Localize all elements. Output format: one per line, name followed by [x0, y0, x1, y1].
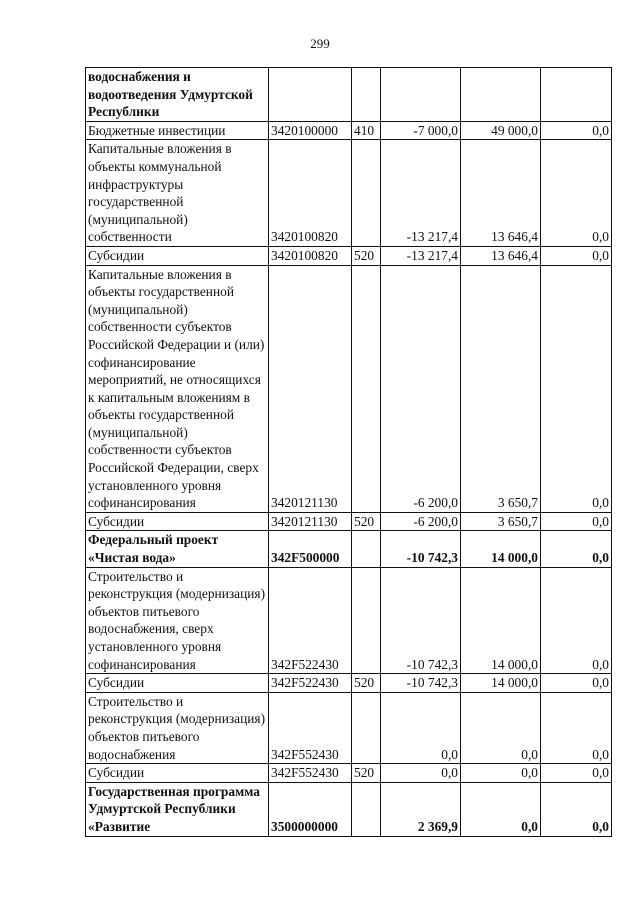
- expense-type-code-cell: 520: [352, 246, 381, 265]
- target-article-code-cell: 3420100000: [269, 121, 352, 140]
- amount-following-year-cell: 0,0: [541, 265, 612, 512]
- amount-change-cell: -13 217,4: [381, 246, 461, 265]
- amount-change-cell: -10 742,3: [381, 567, 461, 674]
- table-row: [86, 567, 612, 674]
- amount-following-year-cell: [541, 68, 612, 122]
- expense-type-code-cell: [352, 531, 381, 567]
- amount-change-cell: -6 200,0: [381, 512, 461, 531]
- target-article-code-cell: 342F522430: [269, 674, 352, 693]
- expense-type-code-cell: 520: [352, 674, 381, 693]
- row-name-cell: Субсидии: [86, 246, 269, 265]
- target-article-code-cell: 3420121130: [269, 265, 352, 512]
- amount-following-year-cell: 0,0: [541, 140, 612, 247]
- target-article-code-cell: 3420121130: [269, 512, 352, 531]
- amount-following-year-cell: 0,0: [541, 531, 612, 567]
- table-row: [86, 265, 612, 512]
- row-name-cell: Капитальные вложения в объекты коммунальной инфраструктуры государственной (муниципальной) собственности: [86, 140, 269, 247]
- table-row: [86, 764, 612, 783]
- amount-change-cell: -7 000,0: [381, 121, 461, 140]
- row-name-cell: Субсидии: [86, 674, 269, 693]
- amount-next-year-cell: 14 000,0: [461, 531, 541, 567]
- row-name-cell: Капитальные вложения в объекты государственной (муниципальной) собственности субъектов Российской Федерации и (или) софинансирование мероприятий, не относящихся к капитальным вложениям в объекты государственной (муниципальной) собственности субъектов Российской Федерации, сверх установленного уровня софинансирования: [86, 265, 269, 512]
- row-name-cell: Строительство и реконструкция (модернизация) объектов питьевого водоснабжения, сверх установленного уровня софинансирования: [86, 567, 269, 674]
- amount-following-year-cell: 0,0: [541, 692, 612, 763]
- expense-type-code-cell: [352, 68, 381, 122]
- target-article-code-cell: 342F522430: [269, 567, 352, 674]
- page-number: 299: [310, 36, 330, 51]
- amount-next-year-cell: [461, 68, 541, 122]
- amount-following-year-cell: 0,0: [541, 764, 612, 783]
- amount-change-cell: 0,0: [381, 692, 461, 763]
- expense-type-code-cell: [352, 692, 381, 763]
- row-name-cell: Государственная программа Удмуртской Республики «Развитие: [86, 782, 269, 836]
- amount-following-year-cell: 0,0: [541, 246, 612, 265]
- table-row: [86, 512, 612, 531]
- amount-next-year-cell: 14 000,0: [461, 567, 541, 674]
- amount-next-year-cell: 0,0: [461, 764, 541, 783]
- row-name-cell: Субсидии: [86, 512, 269, 531]
- amount-next-year-cell: 3 650,7: [461, 512, 541, 531]
- target-article-code-cell: 342F552430: [269, 764, 352, 783]
- table-row: [86, 246, 612, 265]
- target-article-code-cell: 342F500000: [269, 531, 352, 567]
- amount-next-year-cell: 13 646,4: [461, 140, 541, 247]
- row-name-cell: Строительство и реконструкция (модернизация) объектов питьевого водоснабжения: [86, 692, 269, 763]
- table-row: [86, 692, 612, 763]
- target-article-code-cell: 3420100820: [269, 140, 352, 247]
- amount-following-year-cell: 0,0: [541, 782, 612, 836]
- budget-table-body: [86, 68, 612, 837]
- table-row: [86, 782, 612, 836]
- amount-following-year-cell: 0,0: [541, 121, 612, 140]
- row-name-cell: Субсидии: [86, 764, 269, 783]
- table-row: [86, 121, 612, 140]
- amount-change-cell: 2 369,9: [381, 782, 461, 836]
- target-article-code-cell: 342F552430: [269, 692, 352, 763]
- target-article-code-cell: 3420100820: [269, 246, 352, 265]
- table-row: [86, 674, 612, 693]
- amount-following-year-cell: 0,0: [541, 674, 612, 693]
- budget-table: [85, 67, 612, 837]
- amount-following-year-cell: 0,0: [541, 567, 612, 674]
- amount-next-year-cell: 13 646,4: [461, 246, 541, 265]
- table-row: [86, 140, 612, 247]
- row-name-cell: водоснабжения и водоотведения Удмуртской Республики: [86, 68, 269, 122]
- expense-type-code-cell: 520: [352, 512, 381, 531]
- table-row: [86, 531, 612, 567]
- amount-next-year-cell: 0,0: [461, 692, 541, 763]
- expense-type-code-cell: [352, 567, 381, 674]
- table-row: [86, 68, 612, 122]
- amount-next-year-cell: 0,0: [461, 782, 541, 836]
- amount-following-year-cell: 0,0: [541, 512, 612, 531]
- amount-change-cell: 0,0: [381, 764, 461, 783]
- amount-next-year-cell: 49 000,0: [461, 121, 541, 140]
- expense-type-code-cell: 410: [352, 121, 381, 140]
- row-name-cell: Бюджетные инвестиции: [86, 121, 269, 140]
- amount-change-cell: -10 742,3: [381, 674, 461, 693]
- expense-type-code-cell: [352, 140, 381, 247]
- amount-change-cell: [381, 68, 461, 122]
- target-article-code-cell: [269, 68, 352, 122]
- expense-type-code-cell: [352, 265, 381, 512]
- expense-type-code-cell: [352, 782, 381, 836]
- target-article-code-cell: 3500000000: [269, 782, 352, 836]
- amount-next-year-cell: 3 650,7: [461, 265, 541, 512]
- amount-change-cell: -6 200,0: [381, 265, 461, 512]
- expense-type-code-cell: 520: [352, 764, 381, 783]
- row-name-cell: Федеральный проект «Чистая вода»: [86, 531, 269, 567]
- amount-next-year-cell: 14 000,0: [461, 674, 541, 693]
- amount-change-cell: -10 742,3: [381, 531, 461, 567]
- amount-change-cell: -13 217,4: [381, 140, 461, 247]
